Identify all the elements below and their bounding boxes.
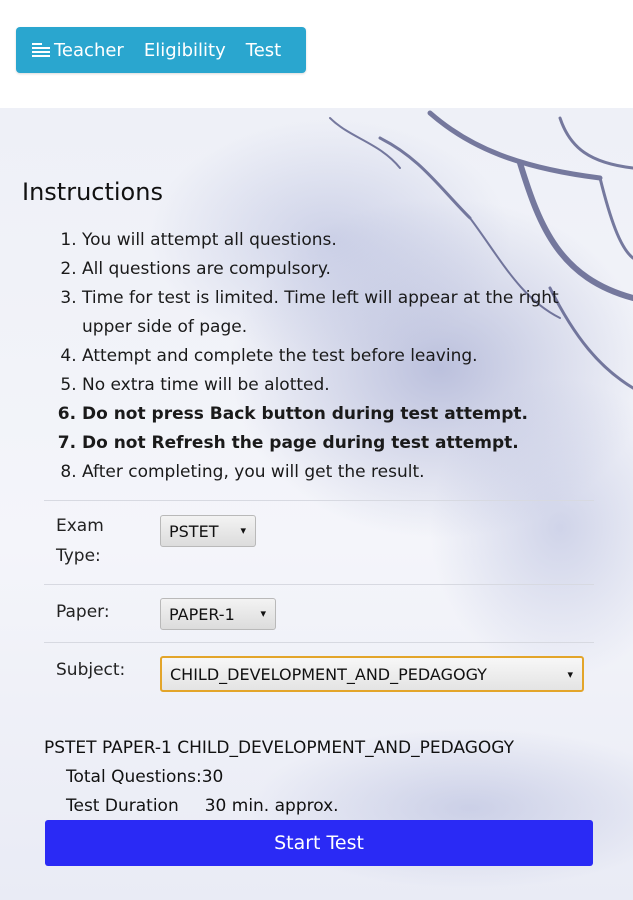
instruction-item-bold: 7. Do not Refresh the page during test attempt. — [82, 429, 612, 458]
brand-menu-button[interactable] — [16, 27, 306, 73]
instruction-item: 4. Attempt and complete the test before leaving. — [82, 342, 612, 371]
test-summary — [44, 734, 514, 821]
chevron-down-icon: ▾ — [240, 524, 246, 537]
instruction-item-bold: 6. Do not press Back button during test attempt. — [82, 400, 612, 429]
subject-select[interactable]: CHILD_DEVELOPMENT_AND_PEDAGOGY ▾ — [160, 656, 584, 692]
total-questions: Total Questions:30 — [66, 767, 224, 787]
instructions-title: Instructions — [22, 178, 163, 206]
paper-row — [44, 584, 594, 643]
test-duration: Test Duration 30 min. approx. — [66, 796, 339, 816]
top-bar — [0, 0, 633, 108]
instruction-item: 5. No extra time will be alotted. — [82, 371, 612, 400]
brand-word-eligibility: Eligibility — [143, 39, 226, 61]
instruction-item: 8. After completing, you will get the result. — [82, 458, 612, 487]
brand-word-teacher: Teacher — [54, 39, 124, 61]
menu-icon — [32, 42, 50, 58]
subject-row — [44, 642, 594, 703]
main-content — [0, 108, 633, 900]
paper-label: Paper: — [56, 602, 110, 622]
paper-select[interactable]: PAPER-1 ▾ — [160, 598, 276, 630]
chevron-down-icon: ▾ — [567, 668, 573, 681]
exam-type-label: Exam Type: — [56, 516, 104, 566]
summary-title: PSTET PAPER-1 CHILD_DEVELOPMENT_AND_PEDAGOGY — [44, 738, 514, 758]
subject-label: Subject: — [56, 660, 126, 680]
exam-type-select[interactable]: PSTET ▾ — [160, 515, 256, 547]
instruction-item: 1. You will attempt all questions. — [82, 226, 612, 255]
brand-word-test: Test — [245, 39, 282, 61]
exam-type-row — [44, 500, 594, 585]
chevron-down-icon: ▾ — [260, 607, 266, 620]
start-test-button[interactable]: Start Test — [45, 820, 593, 866]
instruction-item: 2. All questions are compulsory. — [82, 255, 612, 284]
instructions-list — [60, 226, 612, 487]
instruction-item: 3. Time for test is limited. Time left will appear at the right upper side of page. — [82, 284, 612, 342]
